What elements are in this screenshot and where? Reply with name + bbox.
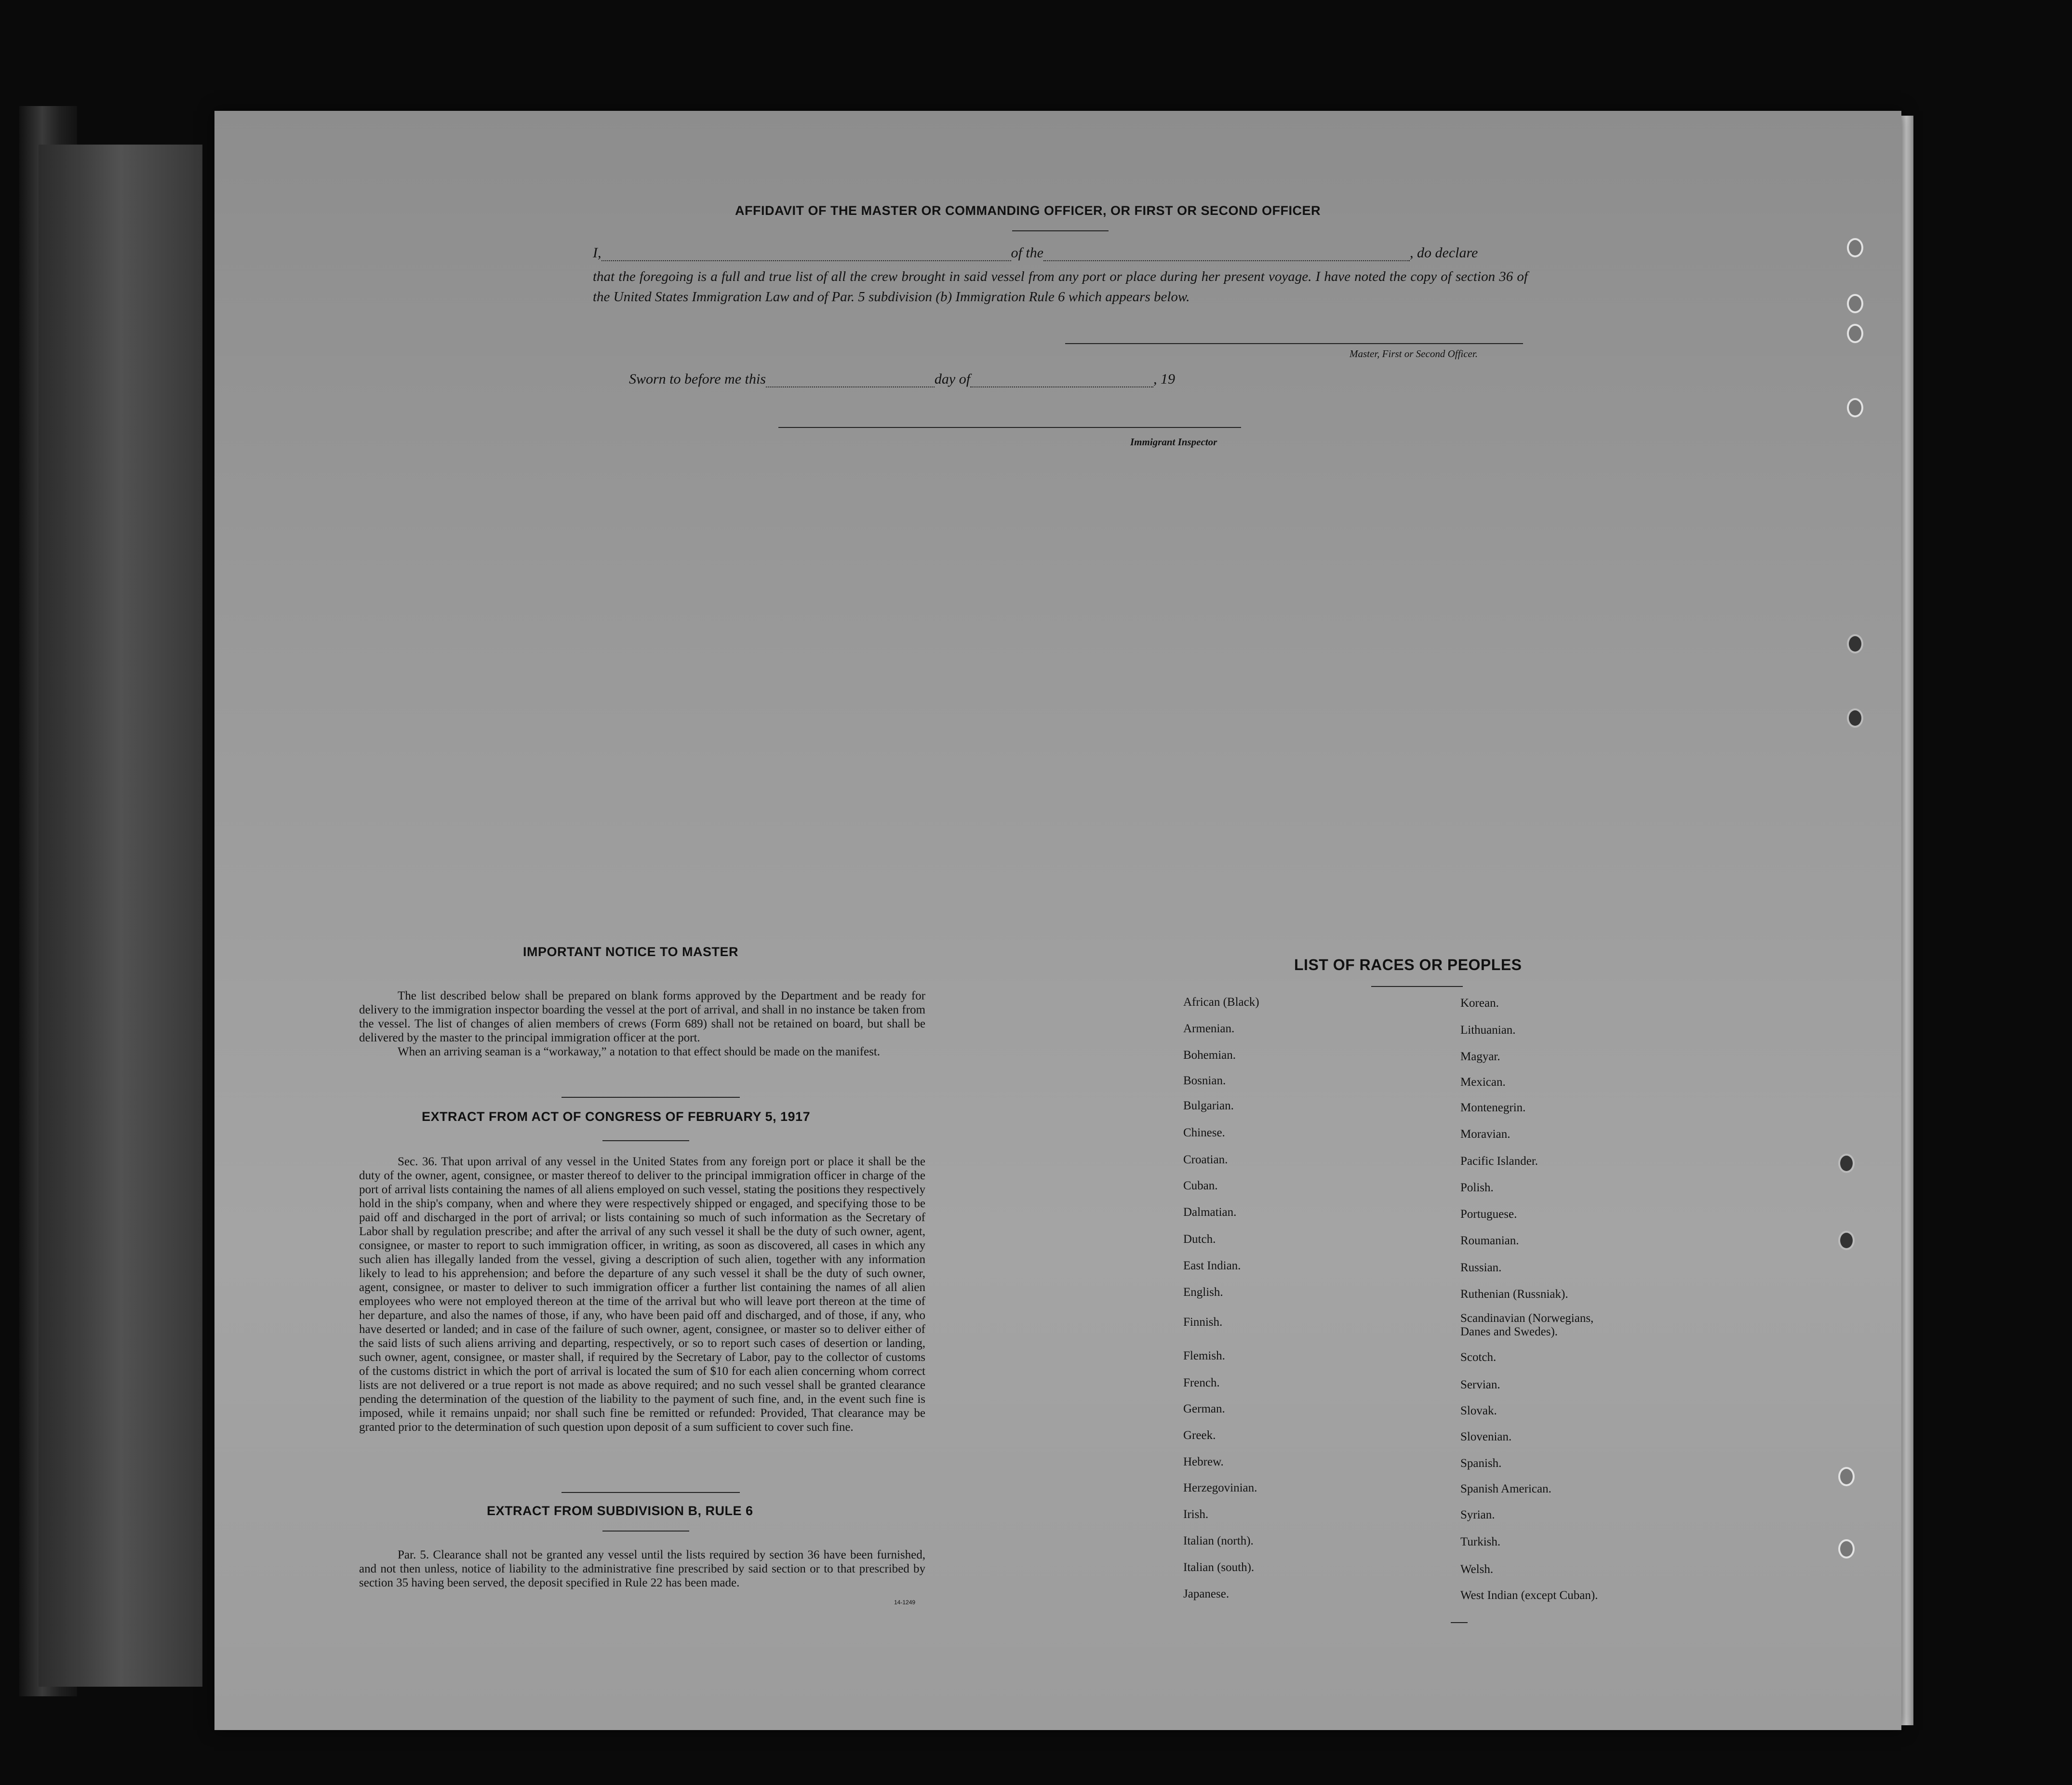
race-list-item: Syrian. [1460,1508,1495,1521]
race-list-item: Croatian. [1183,1153,1228,1166]
affidavit-of-the-label: of the [1011,245,1043,261]
race-list-item: Pacific Islander. [1460,1155,1538,1168]
race-list-item: Spanish American. [1460,1482,1551,1495]
race-list-item: Italian (south). [1183,1561,1255,1574]
race-list-item: Roumanian. [1460,1234,1519,1247]
page-stack-edge [39,145,202,1687]
binder-hole [1838,1231,1855,1250]
race-list-item: Scandinavian (Norwegians, Danes and Swedes). [1460,1312,1594,1338]
race-list-item: Hebrew. [1183,1455,1224,1468]
affidavit-text: that the foregoing is a full and true list of all the crew brought in said vessel from any port or place during her present voyage. I have noted the copy of section 36 of the United States Immigration Law and of Par. 5 subdivision (b) Immigration Rule 6 which appears below. [593,269,1528,305]
affidavit-i-label: I, [593,245,602,261]
race-list-item: Bosnian. [1183,1074,1226,1087]
sworn-label: Sworn to before me this [629,371,766,387]
race-list-item: Welsh. [1460,1563,1494,1576]
race-list-item: Greek. [1183,1429,1216,1442]
race-list-item: Korean. [1460,997,1499,1010]
affidavit-title: AFFIDAVIT OF THE MASTER OR COMMANDING OFFICER, OR FIRST OR SECOND OFFICER [735,203,1321,218]
race-list-item: Finnish. [1183,1316,1223,1329]
race-list-item: Armenian. [1183,1022,1235,1035]
divider [561,1097,740,1098]
binder-hole [1847,324,1863,343]
race-list-item: Chinese. [1183,1126,1225,1139]
day-blank [766,374,935,387]
binder-hole [1838,1154,1855,1173]
divider [1451,1622,1468,1623]
race-list-item: Servian. [1460,1378,1500,1391]
race-list-item: Dutch. [1183,1233,1216,1246]
affidavit-declaration-line [593,245,1533,261]
race-list-item: Scotch. [1460,1351,1497,1364]
race-list-item: Spanish. [1460,1457,1502,1470]
vessel-blank [1043,248,1410,261]
master-signature-line[interactable] [1065,343,1523,344]
race-list-item: Turkish. [1460,1535,1501,1548]
race-list-item: Bulgarian. [1183,1099,1234,1112]
notice-paragraph-2: When an arriving seaman is a “workaway,” a notation to that effect should be made on the manifest. [398,1045,881,1058]
month-blank [970,374,1153,387]
race-list-item: English. [1183,1286,1223,1299]
race-list-item: Moravian. [1460,1128,1511,1141]
binder-hole [1847,294,1863,313]
divider [561,1492,740,1493]
race-list-item: Montenegrin. [1460,1101,1526,1114]
race-list-item: Herzegovinian. [1183,1481,1257,1494]
race-list-item: Slovak. [1460,1404,1497,1417]
divider [602,1531,689,1532]
race-list-item: Japanese. [1183,1587,1230,1600]
race-list-item: Flemish. [1183,1349,1225,1362]
notice-title: IMPORTANT NOTICE TO MASTER [523,945,738,959]
sworn-line [629,371,1175,387]
binder-hole [1838,1539,1855,1559]
year-label: , 19 [1153,371,1176,387]
race-list-item: Magyar. [1460,1050,1500,1063]
race-list-item: African (Black) [1183,996,1259,1009]
inspector-signature-line[interactable] [778,427,1241,428]
section-36-text: Sec. 36. That upon arrival of any vessel in the United States from any foreign port or place it shall be the duty of the owner, agent, consignee, or master thereof to deliver to the principal immigration officer in charge of the port of arrival lists containing the names of all aliens employed on such vessel, stating the positions they respectively hold in the ship's company, when and where they were respectively shipped or engaged, and specifying those to be paid off and discharged in the port of arrival; or lists containing so much of such information as the Secretary of Labor shall by regulation prescribe; and after the arrival of any such vessel it shall be the duty of such owner, agent, consignee, or master to report to such immigration officer, in writing, as soon as discovered, all cases in which any such alien has illegally landed from the vessel, giving a description of such alien, together with any information likely to lead to his apprehension; and before the departure of any such vessel it shall be the duty of such owner, agent, consignee, or master to deliver to such immigration officer a further list containing the names of all alien employees who were not employed thereon at the time of the arrival but who will leave port thereon at the time of her departure, and also the names of those, if any, who have been paid off and discharged, and of those, if any, who have deserted or landed; and in case of the failure of such owner, agent, consignee, or master so to deliver either of the said lists of such aliens arriving and departing, respectively, or so to report such cases of desertion or landing, such owner, agent, consignee, or master shall, if required by the Secretary of Labor, pay to the collector of customs of the customs district in which the port of arrival is located the sum of $10 for each alien concerning whom correct lists are not delivered or a true report is not made as above required; and no such vessel shall be granted clearance pending the determination of the question of the liability to the payment of such fine, and, in the event such fine is imposed, while it remains unpaid; nor shall such fine be remitted or refunded: Provided, That clearance may be granted prior to the determination of such question upon deposit of a sum sufficient to cover such fine. [359,1155,925,1434]
race-list-item: Mexican. [1460,1076,1506,1089]
race-list-item: Bohemian. [1183,1049,1236,1062]
binder-hole [1847,634,1863,653]
extract2-title: EXTRACT FROM SUBDIVISION B, RULE 6 [487,1504,753,1518]
binder-hole [1847,238,1863,257]
races-title: LIST OF RACES OR PEOPLES [1294,956,1522,973]
race-list-item: Lithuanian. [1460,1024,1516,1037]
divider [602,1140,689,1141]
rule-6-text: Par. 5. Clearance shall not be granted any vessel until the lists required by section 36 have been furnished, and not then unless, notice of liability to the administrative fine prescribed by said section or to that prescribed by section 35 having been served, the deposit specified in Rule 22 has been made. [359,1548,925,1589]
do-declare-label: , do declare [1410,245,1478,261]
race-list-item: Italian (north). [1183,1534,1254,1547]
manifest-page [214,111,1901,1730]
notice-paragraph-1: The list described below shall be prepared on blank forms approved by the Department and be ready for delivery to the immigration inspector boarding the vessel at the port of arrival, and shall in no instance be taken from the vessel. The list of changes of alien members of crews (Form 689) shall not be retained on board, but shall be delivered by the master to the principal immigration officer at the port. [359,989,925,1044]
race-list-item: Cuban. [1183,1179,1218,1192]
race-list-item: Irish. [1183,1508,1209,1521]
divider [1371,986,1463,987]
race-list-item: Polish. [1460,1181,1494,1194]
race-list-item: Russian. [1460,1261,1502,1274]
binder-hole [1847,398,1863,417]
day-of-label: day of [934,371,971,387]
race-list-item: German. [1183,1402,1225,1415]
name-blank [602,248,1011,261]
race-list-item: French. [1183,1376,1220,1389]
binder-hole [1847,708,1863,728]
master-label: Master, First or Second Officer. [1350,348,1478,360]
race-list-item: Ruthenian (Russniak). [1460,1288,1568,1301]
race-list-item: Portuguese. [1460,1208,1517,1221]
race-list-item: East Indian. [1183,1259,1241,1272]
extract1-title: EXTRACT FROM ACT OF CONGRESS OF FEBRUARY 5, 1917 [422,1109,811,1124]
race-list-item: West Indian (except Cuban). [1460,1589,1598,1602]
divider [1012,230,1109,231]
race-list-item: Dalmatian. [1183,1206,1237,1219]
binder-hole [1838,1467,1855,1486]
race-list-item: Slovenian. [1460,1430,1512,1443]
inspector-label: Immigrant Inspector [1130,436,1217,448]
form-number: 14-1249 [894,1599,916,1606]
